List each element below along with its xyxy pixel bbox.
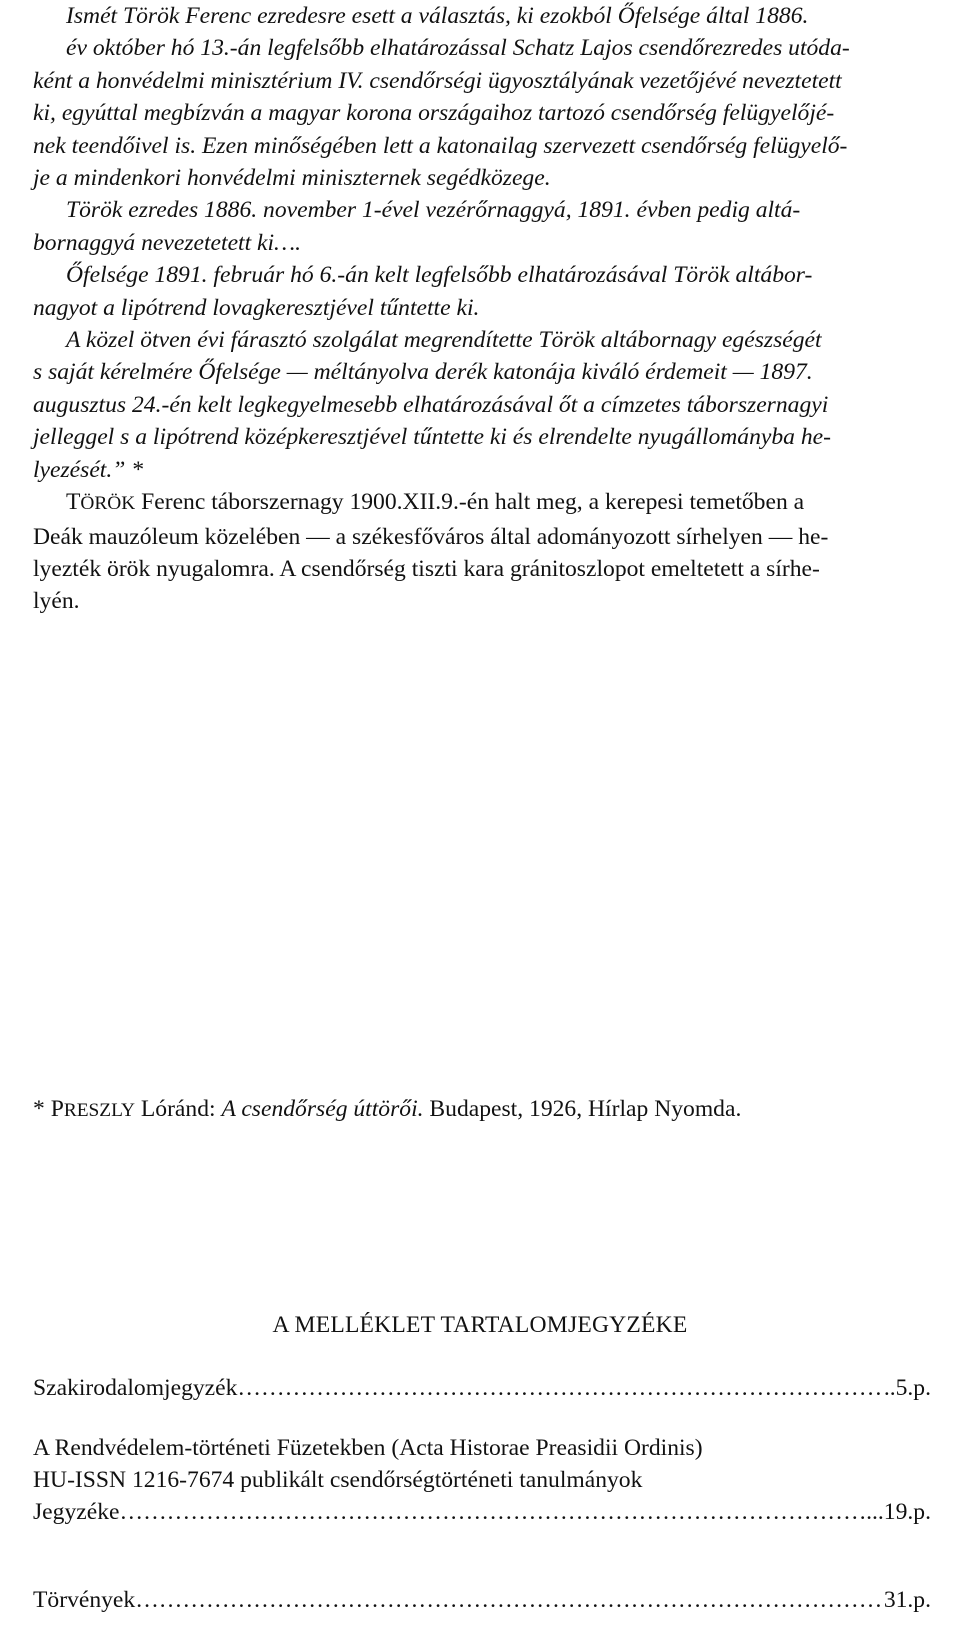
text-span: Ferenc táborszernagy 1900.XII.9.-én halt meg, a kerepesi temetőben a: [135, 489, 805, 516]
text-line: s saját kérelmére Őfelsége — méltányolva derék katonája kiváló érdemeit — 1897.: [33, 359, 813, 386]
footnote: [33, 1096, 741, 1123]
surname-smallcaps: ÖRÖK: [80, 493, 136, 515]
footnote-marker: * P: [33, 1096, 64, 1122]
document-body: [33, 0, 960, 618]
text-line: lyezését.” *: [33, 456, 144, 483]
toc-page: ..5.p.: [883, 1375, 931, 1401]
surname-cap: T: [66, 489, 81, 516]
text-line: ki, egyúttal megbízván a magyar korona országaihoz tartozó csendőrség felügyelőjé-: [33, 100, 835, 127]
footnote-author-smallcaps: RESZLY: [63, 1100, 135, 1121]
toc-page: ...19.p.: [866, 1499, 931, 1525]
footnote-author-rest: Lóránd:: [134, 1096, 222, 1122]
text-line: jelleggel s a lipótrend középkeresztjével tűntette ki és elrendelte nyugállományba he-: [33, 424, 831, 451]
toc-entry-laws: [33, 1584, 931, 1616]
toc-label-line: HU-ISSN 1216-7674 publikált csendőrségtörténeti tanulmányok: [33, 1467, 643, 1493]
paragraph-promotion: [33, 194, 960, 259]
text-line: Deák mauzóleum közelében — a székesfőváros által adományozott sírhelyen — he-: [33, 523, 829, 550]
text-line: Török ezredes 1886. november 1-ével vezérőrnaggyá, 1891. évben pedig altá-: [66, 197, 801, 224]
toc-label: Szakirodalomjegyzék: [33, 1375, 238, 1401]
toc-label: Törvények: [33, 1587, 136, 1613]
text-line: augusztus 24.-én kelt legkegyelmesebb elhatározásával őt a címzetes táborszernagyi: [33, 391, 829, 418]
text-line: je a mindenkori honvédelmi miniszternek segédközege.: [33, 165, 551, 192]
toc-heading: A MELLÉKLET TARTALOMJEGYZÉKE: [272, 1312, 688, 1338]
text-line: Őfelsége 1891. február hó 6.-án kelt legfelsőbb elhatározásával Török altábor-: [66, 262, 813, 289]
paragraph-death: [33, 486, 960, 618]
text-line: nagyot a lipótrend lovagkeresztjével tűntette ki.: [33, 294, 480, 321]
text-line: bornaggyá nevezetetett ki….: [33, 229, 301, 256]
dot-leader: [135, 1584, 884, 1616]
footnote-publisher: Budapest, 1926, Hírlap Nyomda.: [423, 1096, 742, 1122]
dot-leader: [237, 1372, 883, 1404]
text-line: Ismét Török Ferenc ezredesre esett a választás, ki ezokból Őfelsége által 1886.: [66, 3, 809, 29]
footnote-title: A csendőrség úttörői.: [221, 1096, 424, 1122]
toc-entry-studies: [33, 1432, 931, 1528]
text-line: év október hó 13.-án legfelsőbb elhatározással Schatz Lajos csendőrezredes utóda-: [66, 35, 850, 62]
paragraph-appointment: [33, 0, 960, 194]
text-line: lyén.: [33, 588, 80, 615]
toc-entry-bibliography: [33, 1372, 931, 1404]
toc-page: 31.p.: [883, 1587, 931, 1613]
paragraph-retirement: [33, 324, 960, 486]
text-line: A közel ötven évi fárasztó szolgálat megrendítette Török altábornagy egészségét: [66, 327, 822, 354]
text-line: nek teendőivel is. Ezen minőségében lett a katonailag szervezett csendőrség felügyelő-: [33, 132, 848, 159]
text-line: lyezték örök nyugalomra. A csendőrség tiszti kara gránitoszlopot emeltetett a sírhe-: [33, 555, 820, 582]
toc-label: Jegyzéke: [33, 1499, 120, 1525]
paragraph-decoration: [33, 259, 960, 324]
text-line: ként a honvédelmi minisztérium IV. csendőrségi ügyosztályának vezetőjévé neveztetett: [33, 67, 842, 94]
text-line: [33, 486, 960, 520]
toc-label-line: A Rendvédelem-történeti Füzetekben (Acta Historae Preasidii Ordinis): [33, 1435, 703, 1461]
dot-leader: [119, 1496, 866, 1528]
